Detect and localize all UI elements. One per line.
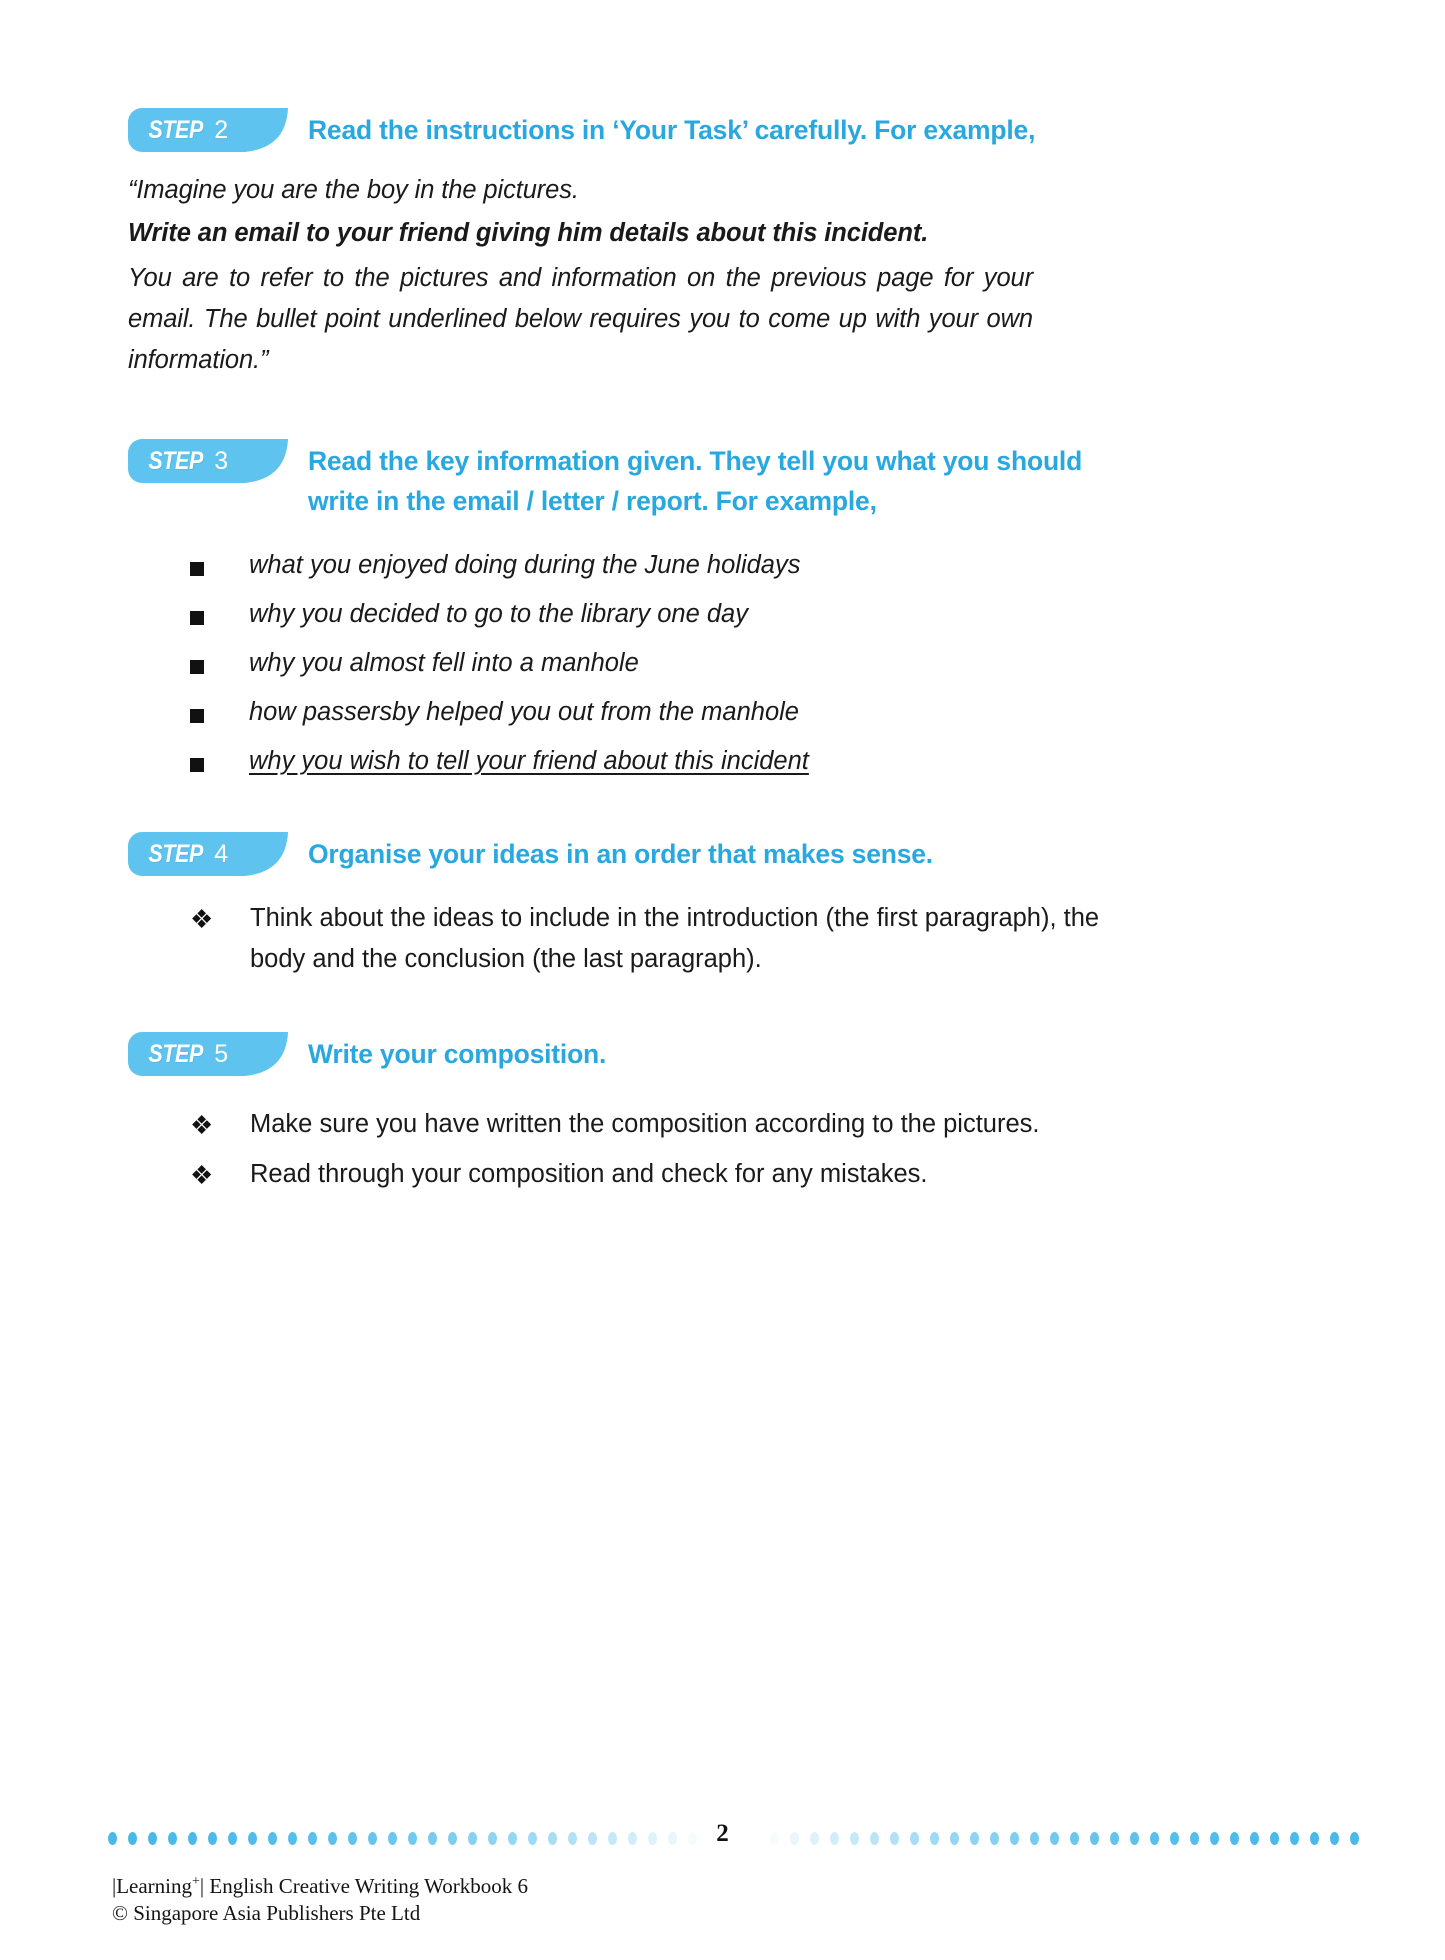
step-3-badge [128, 439, 308, 483]
step-5-heading [308, 1032, 1238, 1074]
list-item [190, 596, 1325, 633]
list-item [190, 743, 1325, 780]
diamond-bullet-icon: ❖ [190, 1160, 214, 1190]
step-badge-label: STEP [148, 839, 203, 868]
step-badge-number: 3 [214, 446, 229, 475]
step-badge-body [128, 439, 246, 483]
footer-credit-line-1 [112, 1868, 528, 1900]
list-item [190, 547, 1325, 584]
step-badge-label: STEP [148, 446, 203, 475]
credit-pre: |Learning [112, 1874, 193, 1898]
list-item-label: why you decided to go to the library one day [249, 600, 748, 628]
list-item-label: Make sure you have written the composition according to the pictures. [250, 1110, 1040, 1138]
step-badge-number: 5 [214, 1039, 229, 1068]
step-badge-body [128, 1032, 246, 1076]
quote-opening-line: “Imagine you are the boy in the pictures. [128, 176, 579, 204]
task-description-paragraph: You are to refer to the pictures and information on the previous page for your email. The bullet point underlined below requires you to come up with your own information.” [128, 264, 1033, 374]
step-4-section [0, 832, 1445, 876]
step-3-heading-line2: write in the email / letter / report. For example, [308, 486, 877, 516]
list-item [190, 694, 1325, 731]
step-4-bullet-list [0, 898, 1445, 980]
step-badge-tail-icon [244, 108, 308, 152]
list-item-label-underlined: why you wish to tell your friend about this incident [249, 747, 809, 775]
step-3-bullet-list [0, 547, 1445, 780]
step-badge-tail-icon [244, 439, 308, 483]
diamond-bullet-icon: ❖ [190, 1110, 214, 1140]
list-item-label: how passersby helped you out from the manhole [249, 698, 799, 726]
step-2-badge [128, 108, 308, 152]
step-badge-body [128, 832, 246, 876]
step-badge-tail-icon [244, 1032, 308, 1076]
step-badge-number: 2 [214, 115, 229, 144]
step-2-body [0, 170, 1445, 381]
step-badge-number: 4 [214, 839, 229, 868]
step-badge-tail-icon [244, 832, 308, 876]
step-badge-body [128, 108, 246, 152]
footer-credit-line-2: © Singapore Asia Publishers Pte Ltd [112, 1901, 421, 1925]
step-badge-label: STEP [148, 1039, 203, 1068]
step-5-bullet-list [0, 1104, 1445, 1195]
list-item-label: Read through your composition and check for any mistakes. [250, 1160, 928, 1188]
step-3-heading [308, 439, 1238, 521]
credit-sup: + [192, 1874, 200, 1889]
list-item-label: why you almost fell into a manhole [249, 649, 639, 677]
square-bullet-icon [190, 660, 204, 674]
page-footer [0, 1820, 1445, 1960]
step-2-heading [308, 108, 1238, 150]
square-bullet-icon [190, 758, 204, 772]
page-number: 2 [716, 1820, 729, 1847]
list-item [190, 1154, 1325, 1195]
list-item [190, 898, 1325, 980]
square-bullet-icon [190, 562, 204, 576]
footer-credits [112, 1868, 528, 1927]
list-item [190, 645, 1325, 682]
square-bullet-icon [190, 709, 204, 723]
step-4-heading [308, 832, 1238, 874]
step-5-section [0, 1032, 1445, 1076]
step-4-badge [128, 832, 308, 876]
diamond-bullet-icon: ❖ [190, 904, 214, 934]
credit-post: | English Creative Writing Workbook 6 [199, 1874, 529, 1898]
step-2-section [0, 108, 1445, 152]
step-3-heading-line1: Read the key information given. They tell you what you should [308, 446, 1083, 476]
task-instruction-line: Write an email to your friend giving him details about this incident. [128, 219, 929, 247]
step-2-heading-line1: Read the instructions in ‘Your Task’ carefully. For example, [308, 115, 1036, 145]
list-item [190, 1104, 1325, 1145]
square-bullet-icon [190, 611, 204, 625]
list-item-label: Think about the ideas to include in the introduction (the first paragraph), the body and the conclusion (the last paragraph). [250, 904, 1100, 973]
step-badge-label: STEP [148, 115, 203, 144]
step-3-section [0, 439, 1445, 521]
step-5-heading-line1: Write your composition. [308, 1039, 607, 1069]
step-5-badge [128, 1032, 308, 1076]
list-item-label: what you enjoyed doing during the June holidays [249, 551, 801, 579]
step-4-heading-line1: Organise your ideas in an order that makes sense. [308, 839, 933, 869]
